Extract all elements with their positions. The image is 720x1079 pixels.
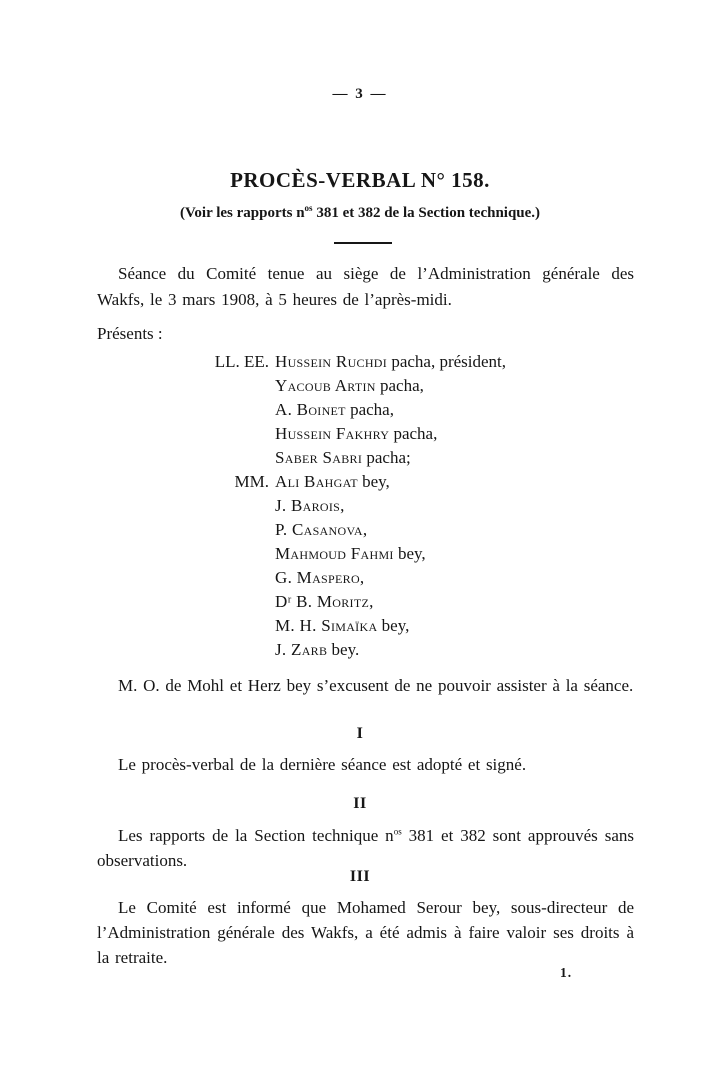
attendee-row [97, 446, 634, 470]
attendee-suffix: pacha, président, [387, 352, 507, 371]
attendee-row [97, 422, 634, 446]
attendee-row [97, 518, 634, 542]
attendee-name: Ali Bahgat [275, 472, 358, 491]
attendee-suffix: pacha, [389, 424, 438, 443]
section-body-2 [97, 823, 634, 873]
section-body-1-text: Le procès-verbal de la dernière séance est adopté et signé. [118, 755, 527, 774]
attendee-row [97, 590, 634, 614]
attendee-suffix: bey, [377, 616, 410, 635]
attendee-group-label [97, 590, 269, 614]
document-title: PROCÈS-VERBAL N° 158. [230, 168, 490, 192]
subtitle-text-pre: (Voir les rapports n [179, 205, 305, 221]
attendee-name: Hussein Ruchdi [275, 352, 388, 371]
attendee-name: Mahmoud Fahmi [275, 544, 394, 563]
section-body-3 [97, 895, 634, 970]
attendee-name: Yacoub Artin [275, 376, 376, 395]
attendee-group-label [97, 542, 269, 566]
page-number: — 3 — [332, 86, 388, 102]
attendee-row [97, 566, 634, 590]
attendee-group-label [97, 614, 269, 638]
attendee-suffix: bey. [327, 640, 360, 659]
attendee-group-label [97, 638, 269, 662]
attendee-suffix: bey, [357, 472, 390, 491]
attendee-name: J. Zarb [275, 640, 328, 659]
attendee-suffix: pacha, [375, 376, 424, 395]
attendee-group-label [97, 566, 269, 590]
attendee-row [97, 374, 634, 398]
section-heading-1: I [356, 725, 364, 742]
attendee-group-label [97, 494, 269, 518]
attendee-group-label: MM. [234, 472, 269, 491]
excuse-paragraph: M. O. de Mohl et Herz bey s’excusent de ne pouvoir assister à la séance. [118, 676, 634, 695]
attendee-suffix: , [359, 568, 365, 587]
attendee-group-label [97, 398, 269, 422]
attendee-suffix: , [340, 496, 345, 515]
attendee-row [97, 470, 634, 494]
attendee-group-label [97, 518, 269, 542]
section-body-2-text: Les rapports de la Section technique n [118, 826, 394, 845]
section-body-3-text: Le Comité est informé que Mohamed Serour bey, sous-directeur de l’Administration générale des Wakfs, a été admis à faire valoir ses droits à la retraite. [97, 898, 634, 967]
attendee-row [97, 398, 634, 422]
section-body-2-text-post: 381 et 382 sont approuvés sans observations. [97, 826, 634, 870]
attendee-name: M. H. Simaïka [275, 616, 378, 635]
attendee-group-label [97, 422, 269, 446]
attendee-suffix: bey, [393, 544, 426, 563]
separator-rule [334, 242, 392, 244]
attendee-group-label [97, 446, 269, 470]
attendee-name: Hussein Fakhry [275, 424, 390, 443]
attendee-row [97, 542, 634, 566]
attendee-suffix: , [362, 520, 368, 539]
attendee-name: J. Barois [275, 496, 341, 515]
attendee-name: A. Boinet [275, 400, 346, 419]
attendee-suffix: , [369, 592, 374, 611]
subtitle-superscript: os [304, 203, 313, 213]
attendee-suffix: pacha, [345, 400, 394, 419]
attendee-name: Saber Sabri [275, 448, 363, 467]
attendee-row [97, 638, 634, 662]
attendee-row [97, 494, 634, 518]
attendee-name: P. Casanova [275, 520, 363, 539]
document-subtitle [8, 205, 712, 222]
attendee-group-label [97, 374, 269, 398]
section-body-2-superscript: os [393, 826, 402, 837]
attendee-name: Dʳ B. Moritz [275, 592, 370, 611]
section-heading-2: II [353, 795, 367, 812]
attendee-row [97, 350, 634, 374]
intro-paragraph: Séance du Comité tenue au siège de l’Administration générale des Wakfs, le 3 mars 1908, à 5 heures de l’après-midi. [97, 264, 634, 309]
attendee-name: G. Maspero [275, 568, 360, 587]
presents-label: Présents : [97, 324, 163, 343]
subtitle-text-post: 381 et 382 de la Section technique.) [312, 205, 541, 221]
attendee-list [97, 350, 634, 662]
signature-mark: 1. [560, 965, 573, 980]
attendee-suffix: pacha; [362, 448, 411, 467]
section-heading-3: III [349, 868, 371, 885]
section-body-1 [97, 752, 634, 777]
attendee-group-label: LL. EE. [214, 352, 269, 371]
attendee-row [97, 614, 634, 638]
